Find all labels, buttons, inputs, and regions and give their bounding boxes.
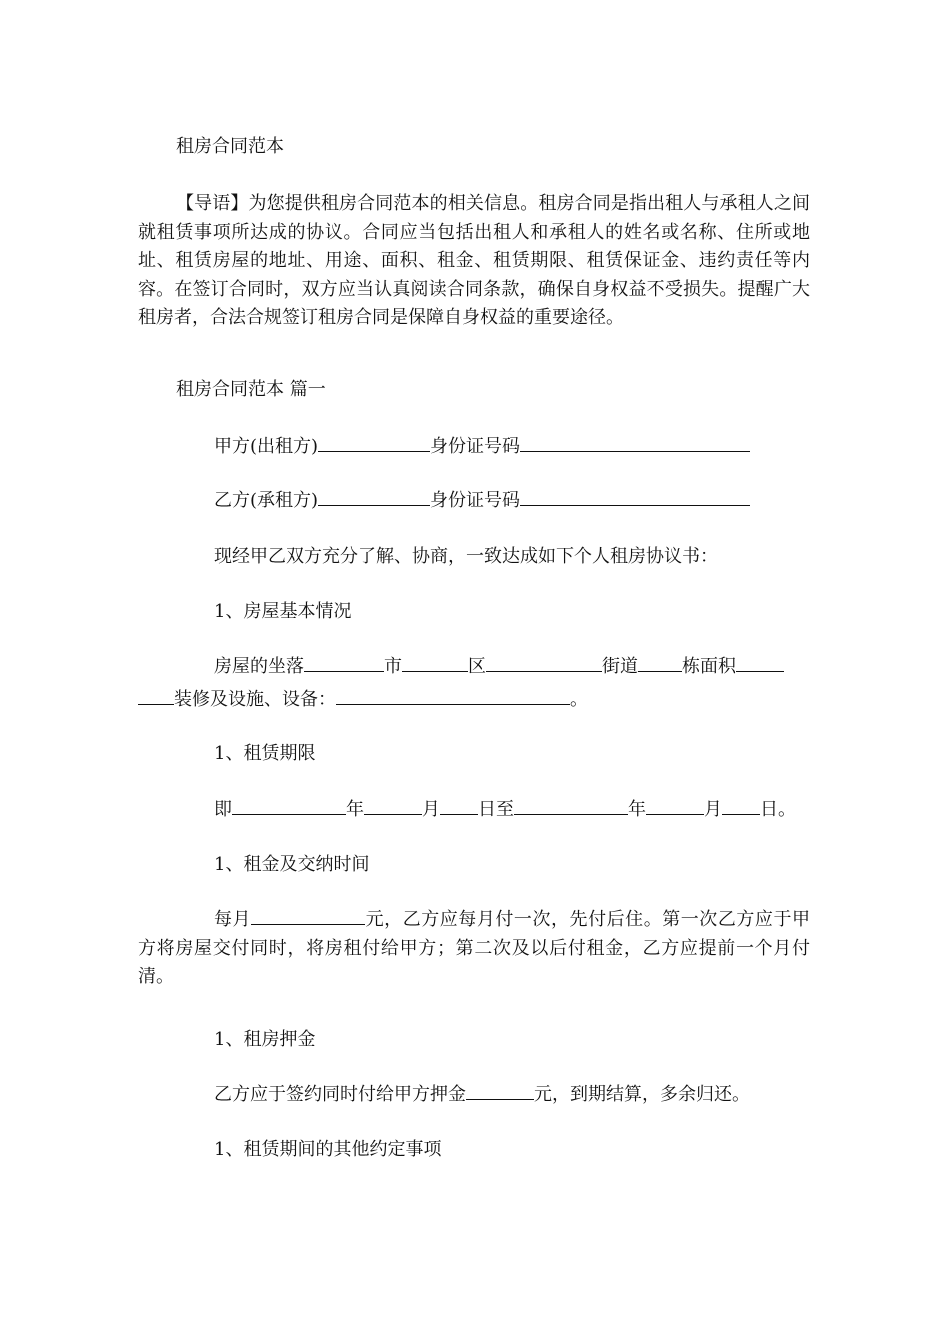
fitout-row <box>138 686 588 714</box>
party-a-row <box>214 433 750 461</box>
location-row <box>214 653 784 681</box>
year-label: 年 <box>628 799 646 820</box>
start-year-blank <box>232 796 346 815</box>
heading-other-terms: 1、租赁期间的其他约定事项 <box>214 1139 442 1160</box>
end-year-blank <box>514 796 628 815</box>
intro-paragraph: 【导语】为您提供租房合同范本的相关信息。租房合同是指出租人与承租人之间就租赁事项所达成的协议。合同应当包括出租人和承租人的姓名或名称、住所或地址、租赁房屋的地址、用途、面积、租金、租赁期限、租赁保证金、违约责任等内容。在签订合同时，双方应当认真阅读合同条款，确保自身权益不受损失。提醒广大租房者，合法合规签订租房合同是保障自身权益的重要途径。 <box>138 193 810 328</box>
party-a-label: 甲方(出租方) <box>214 436 319 457</box>
location-label: 房屋的坐落 <box>214 656 304 677</box>
fitout-blank <box>336 686 570 705</box>
street-blank <box>486 653 602 672</box>
day-to-label: 日至 <box>478 799 514 820</box>
area-blank <box>736 653 784 672</box>
city-label: 市 <box>384 656 402 677</box>
heading-term: 1、租赁期限 <box>214 743 316 764</box>
start-day-blank <box>440 796 478 815</box>
city-blank <box>304 653 384 672</box>
deposit-text: 元，到期结算，多余归还。 <box>534 1084 750 1105</box>
month-label: 月 <box>422 799 440 820</box>
deposit-label: 乙方应于签约同时付给甲方押金 <box>214 1084 466 1105</box>
district-label: 区 <box>468 656 486 677</box>
heading-deposit: 1、租房押金 <box>214 1029 316 1050</box>
rent-paragraph <box>138 906 810 992</box>
fitout-end: 。 <box>570 689 588 710</box>
party-a-id-blank <box>520 433 750 452</box>
end-day-blank <box>722 796 760 815</box>
rent-amount-blank <box>251 906 365 925</box>
building-blank <box>638 653 682 672</box>
year-label: 年 <box>346 799 364 820</box>
month-label: 月 <box>704 799 722 820</box>
id-label: 身份证号码 <box>430 436 521 457</box>
section-title: 租房合同范本 篇一 <box>176 379 326 400</box>
from-label: 即 <box>214 799 232 820</box>
id-label: 身份证号码 <box>430 490 521 511</box>
party-b-id-blank <box>520 487 750 506</box>
street-label: 街道 <box>602 656 638 677</box>
area-label: 栋面积 <box>682 656 736 677</box>
start-month-blank <box>364 796 422 815</box>
agreement-text: 现经甲乙双方充分了解、协商，一致达成如下个人租房协议书： <box>214 546 718 567</box>
party-b-label: 乙方(承租方) <box>214 490 319 511</box>
monthly-label: 每月 <box>214 909 252 930</box>
rent-text: 元，乙方应每月付一次，先付后住。第一次乙方应于甲方将房屋交付同时，将房租付给甲方；第二次及以后付租金，乙方应提前一个月付清。 <box>138 909 810 987</box>
party-b-name-blank <box>318 487 430 506</box>
document-title: 租房合同范本 <box>176 136 284 157</box>
deposit-blank <box>466 1081 534 1100</box>
heading-rent: 1、租金及交纳时间 <box>214 854 370 875</box>
fitout-label: 装修及设施、设备： <box>174 689 336 710</box>
day-end-label: 日。 <box>760 799 796 820</box>
area-blank-cont <box>138 686 174 705</box>
district-blank <box>402 653 468 672</box>
end-month-blank <box>646 796 704 815</box>
heading-house-info: 1、房屋基本情况 <box>214 601 352 622</box>
deposit-row <box>214 1081 750 1109</box>
term-row <box>214 796 796 824</box>
party-a-name-blank <box>318 433 430 452</box>
party-b-row <box>214 487 750 515</box>
